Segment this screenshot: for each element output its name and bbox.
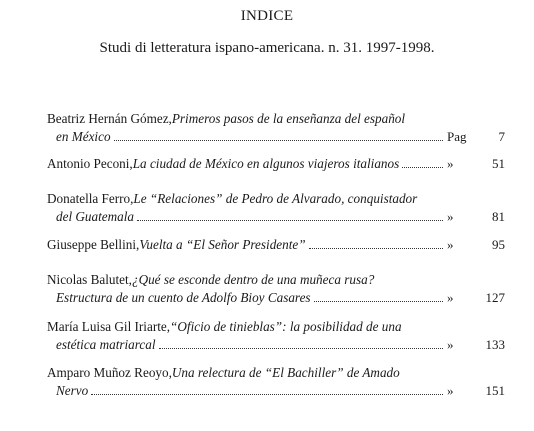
- toc-entry-title: ¿Qué se esconde dentro de una muñeca rusa?: [131, 272, 375, 287]
- toc-entry-line: [47, 190, 505, 208]
- dot-leader: [402, 166, 443, 168]
- dot-leader: [309, 247, 443, 249]
- toc-entry-title-cont: del Guatemala: [56, 209, 135, 224]
- page-prefix: »: [447, 209, 454, 224]
- toc-entry: [47, 190, 505, 226]
- page-prefix: Pag: [447, 129, 467, 144]
- toc-entry-line: [47, 208, 505, 226]
- toc-entry-author: Amparo Muñoz Reoyo,: [47, 365, 172, 380]
- toc-entry-line: [47, 128, 505, 146]
- dot-leader: [159, 347, 444, 349]
- page-number: 81: [492, 209, 505, 224]
- toc-entry-line: [47, 318, 505, 336]
- toc-entry-title: Primeros pasos de la enseñanza del español: [171, 111, 406, 126]
- toc-entry-line: [47, 155, 505, 173]
- dot-leader: [314, 300, 443, 302]
- toc-entry: [47, 364, 505, 400]
- page-prefix: »: [447, 383, 454, 398]
- toc-entry-title-cont: Estructura de un cuento de Adolfo Bioy Casares: [56, 290, 311, 305]
- toc-entry: [47, 271, 505, 307]
- toc-entry-author: Giuseppe Bellini,: [47, 237, 140, 252]
- toc-entry-title: “Oficio de tinieblas”: la posibilidad de una: [170, 319, 402, 334]
- toc-entry-line: [47, 336, 505, 354]
- dot-leader: [137, 219, 443, 221]
- page-number: 95: [492, 237, 505, 252]
- toc-entry: [47, 110, 505, 146]
- page-prefix: »: [447, 237, 454, 252]
- toc-entry: [47, 155, 505, 173]
- toc-entry-author: María Luisa Gil Iriarte,: [47, 319, 171, 334]
- page-number: 127: [485, 290, 505, 305]
- page-number: 7: [498, 129, 505, 144]
- dot-leader: [91, 393, 443, 395]
- index-heading: INDICE: [240, 8, 294, 24]
- toc-entry-title: Le “Relaciones” de Pedro de Alvarado, conquistador: [133, 191, 418, 206]
- toc-entry-line: [47, 364, 505, 382]
- toc-entry-title: La ciudad de México en algunos viajeros italianos: [132, 156, 400, 171]
- toc-entry-line: [47, 236, 505, 254]
- toc-entry-title: Vuelta a “El Señor Presidente”: [139, 237, 306, 252]
- toc-entry-title-cont: en México: [56, 129, 111, 144]
- toc-entry-line: [47, 110, 505, 128]
- page-prefix: »: [447, 290, 454, 305]
- dot-leader: [114, 139, 443, 141]
- toc-entry-title-cont: Nervo: [56, 383, 89, 398]
- page-prefix: »: [447, 337, 454, 352]
- toc-entry-author: Beatriz Hernán Gómez,: [47, 111, 172, 126]
- toc-entry-author: Donatella Ferro,: [47, 191, 134, 206]
- toc-entry-title-cont: estética matriarcal: [56, 337, 156, 352]
- toc-entry-line: [47, 271, 505, 289]
- toc-entry: [47, 318, 505, 354]
- toc-entry-line: [47, 289, 505, 307]
- page-number: 151: [485, 383, 505, 398]
- page-prefix: »: [447, 156, 454, 171]
- toc-entry-author: Nicolas Balutet,: [47, 272, 132, 287]
- toc-entry-title: Una relectura de “El Bachiller” de Amado: [171, 365, 400, 380]
- page-number: 51: [492, 156, 505, 171]
- toc-entry-line: [47, 382, 505, 400]
- page-number: 133: [485, 337, 505, 352]
- toc-entry: [47, 236, 505, 254]
- toc-entry-author: Antonio Peconi,: [47, 156, 133, 171]
- journal-subtitle: Studi di letteratura ispano-americana. n. 31. 1997-1998.: [99, 40, 435, 56]
